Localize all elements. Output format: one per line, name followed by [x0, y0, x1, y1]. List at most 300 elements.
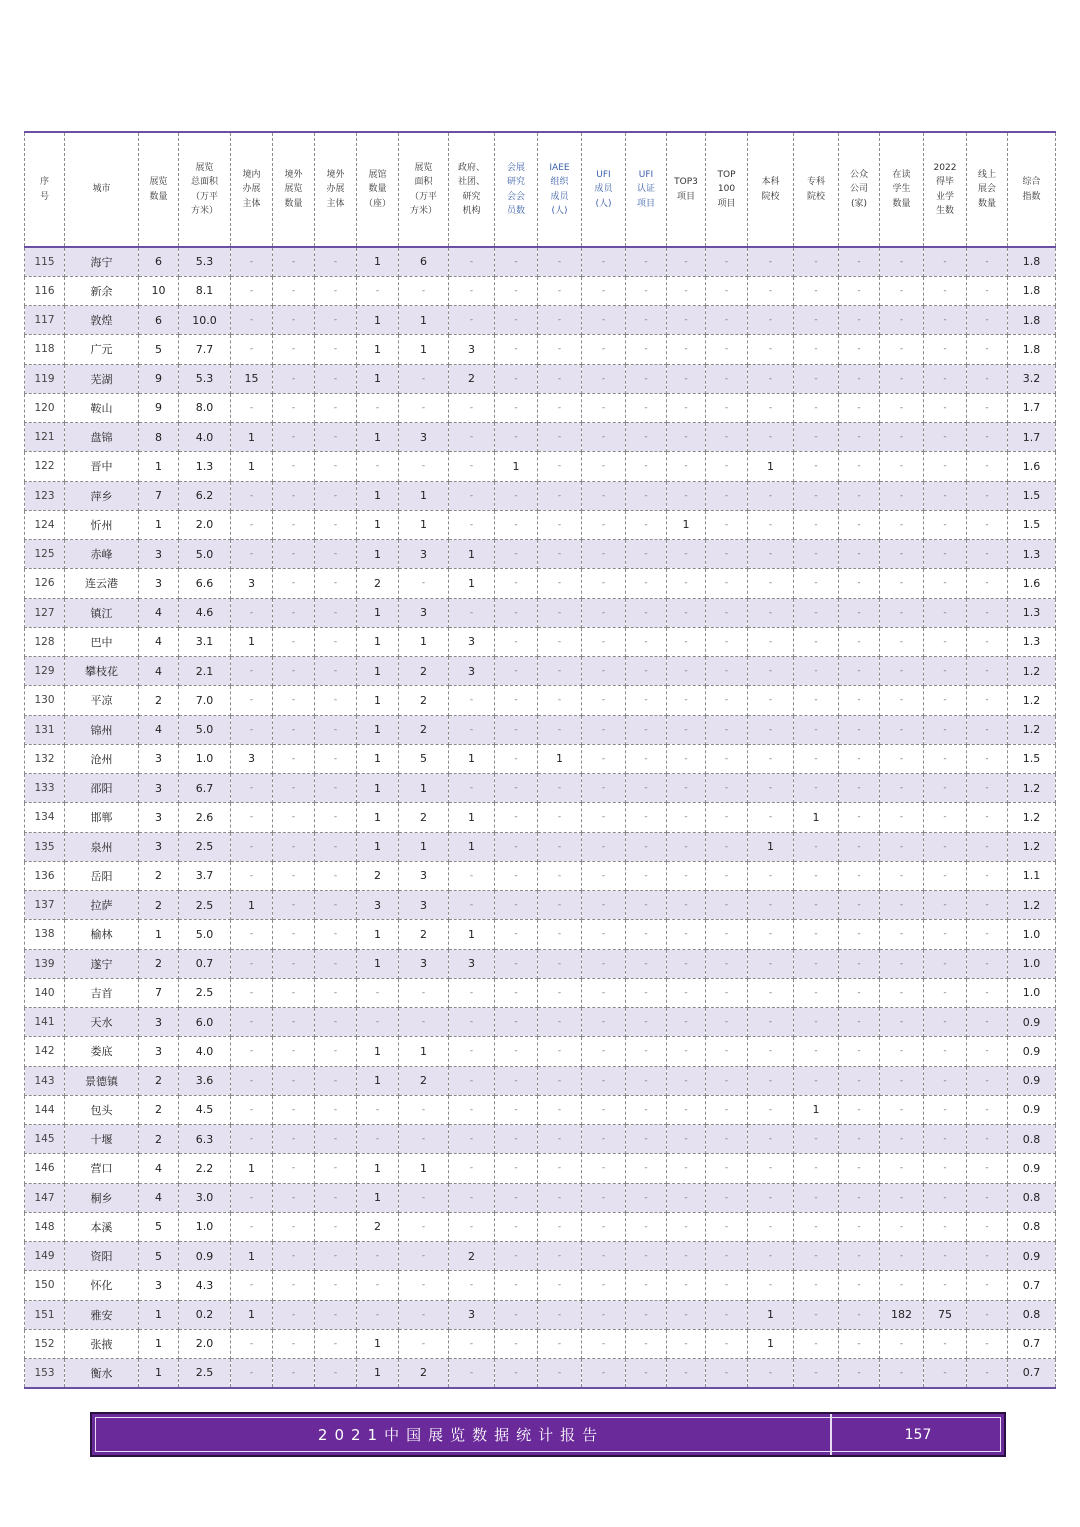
- cell-c20: -: [967, 803, 1008, 832]
- city-name: 拉萨: [65, 891, 139, 920]
- cell-c9: -: [495, 861, 538, 890]
- cell-c19: -: [924, 598, 967, 627]
- cell-c21: 0.9: [1008, 1242, 1056, 1271]
- cell-c4: -: [273, 803, 315, 832]
- table-row: [25, 1212, 1056, 1241]
- cell-c18: -: [880, 423, 924, 452]
- cell-c15: -: [748, 306, 794, 335]
- table-row: [25, 393, 1056, 422]
- table-row: [25, 627, 1056, 656]
- cell-c20: -: [967, 423, 1008, 452]
- cell-c14: -: [706, 393, 748, 422]
- cell-c1: 5: [139, 1242, 179, 1271]
- cell-c19: -: [924, 1271, 967, 1300]
- table-row: [25, 1329, 1056, 1358]
- header-c15: 本科 院校: [748, 132, 794, 247]
- row-number: 125: [25, 540, 65, 569]
- table-row: [25, 1125, 1056, 1154]
- cell-c11: -: [582, 1154, 626, 1183]
- cell-c17: -: [839, 686, 880, 715]
- cell-c4: -: [273, 715, 315, 744]
- cell-c10: -: [538, 686, 582, 715]
- cell-c5: -: [315, 1095, 357, 1124]
- cell-c2: 5.3: [179, 247, 231, 276]
- cell-c19: -: [924, 657, 967, 686]
- cell-c2: 6.3: [179, 1125, 231, 1154]
- cell-c2: 5.3: [179, 364, 231, 393]
- cell-c12: -: [626, 247, 667, 276]
- city-name: 平凉: [65, 686, 139, 715]
- cell-c8: -: [449, 686, 495, 715]
- cell-c21: 1.1: [1008, 861, 1056, 890]
- cell-c8: -: [449, 1125, 495, 1154]
- cell-c10: -: [538, 1212, 582, 1241]
- header-c19: 2022 得毕 业学 生数: [924, 132, 967, 247]
- cell-c20: -: [967, 481, 1008, 510]
- cell-c11: -: [582, 335, 626, 364]
- row-number: 123: [25, 481, 65, 510]
- cell-c9: -: [495, 276, 538, 305]
- cell-c14: -: [706, 774, 748, 803]
- cell-c18: -: [880, 744, 924, 773]
- cell-c18: -: [880, 1329, 924, 1358]
- cell-c21: 1.0: [1008, 978, 1056, 1007]
- cell-c2: 7.0: [179, 686, 231, 715]
- cell-c18: -: [880, 1212, 924, 1241]
- table-row: [25, 510, 1056, 539]
- cell-c5: -: [315, 715, 357, 744]
- cell-c6: 1: [357, 744, 399, 773]
- cell-c4: -: [273, 1154, 315, 1183]
- cell-c9: -: [495, 774, 538, 803]
- cell-c21: 0.7: [1008, 1329, 1056, 1358]
- cell-c21: 1.7: [1008, 393, 1056, 422]
- city-name: 雅安: [65, 1300, 139, 1329]
- cell-c11: -: [582, 832, 626, 861]
- cell-c13: -: [667, 657, 706, 686]
- cell-c1: 6: [139, 247, 179, 276]
- cell-c15: -: [748, 423, 794, 452]
- cell-c6: -: [357, 978, 399, 1007]
- table-row: [25, 1271, 1056, 1300]
- cell-c21: 0.7: [1008, 1271, 1056, 1300]
- cell-c14: -: [706, 569, 748, 598]
- cell-c4: -: [273, 774, 315, 803]
- cell-c14: -: [706, 1329, 748, 1358]
- cell-c17: -: [839, 452, 880, 481]
- header-c21: 综合 指数: [1008, 132, 1056, 247]
- cell-c10: -: [538, 510, 582, 539]
- cell-c13: -: [667, 920, 706, 949]
- cell-c7: -: [399, 1008, 449, 1037]
- cell-c15: -: [748, 1125, 794, 1154]
- cell-c4: -: [273, 949, 315, 978]
- cell-c19: -: [924, 744, 967, 773]
- cell-c4: -: [273, 598, 315, 627]
- header-c5: 境外 办展 主体: [315, 132, 357, 247]
- cell-c3: -: [231, 540, 273, 569]
- cell-c3: 1: [231, 627, 273, 656]
- cell-c20: -: [967, 335, 1008, 364]
- cell-c3: -: [231, 306, 273, 335]
- cell-c10: -: [538, 861, 582, 890]
- cell-c11: -: [582, 1183, 626, 1212]
- cell-c4: -: [273, 627, 315, 656]
- cell-c16: -: [794, 1037, 839, 1066]
- cell-c21: 1.0: [1008, 920, 1056, 949]
- cell-c6: 2: [357, 1212, 399, 1241]
- cell-c7: 3: [399, 949, 449, 978]
- cell-c3: 1: [231, 1242, 273, 1271]
- header-c8: 政府、 社团、 研究 机构: [449, 132, 495, 247]
- cell-c10: -: [538, 1183, 582, 1212]
- table-row: [25, 1359, 1056, 1388]
- cell-c21: 1.7: [1008, 423, 1056, 452]
- cell-c4: -: [273, 306, 315, 335]
- cell-c7: 1: [399, 481, 449, 510]
- cell-c5: -: [315, 657, 357, 686]
- cell-c15: -: [748, 744, 794, 773]
- cell-c3: 1: [231, 1300, 273, 1329]
- cell-c20: -: [967, 393, 1008, 422]
- cell-c4: -: [273, 861, 315, 890]
- cell-c15: -: [748, 1183, 794, 1212]
- cell-c1: 2: [139, 1095, 179, 1124]
- cell-c12: -: [626, 1271, 667, 1300]
- cell-c6: 1: [357, 1329, 399, 1358]
- city-name: 巴中: [65, 627, 139, 656]
- table-row: [25, 1242, 1056, 1271]
- cell-c8: 3: [449, 657, 495, 686]
- cell-c2: 6.0: [179, 1008, 231, 1037]
- header-c1: 展览 数量: [139, 132, 179, 247]
- row-number: 150: [25, 1271, 65, 1300]
- row-number: 134: [25, 803, 65, 832]
- cell-c16: 1: [794, 1095, 839, 1124]
- cell-c21: 1.2: [1008, 715, 1056, 744]
- cell-c10: -: [538, 364, 582, 393]
- cell-c1: 8: [139, 423, 179, 452]
- cell-c19: -: [924, 1183, 967, 1212]
- cell-c15: -: [748, 393, 794, 422]
- cell-c12: -: [626, 1183, 667, 1212]
- city-name: 晋中: [65, 452, 139, 481]
- cell-c6: -: [357, 1242, 399, 1271]
- cell-c2: 3.6: [179, 1066, 231, 1095]
- cell-c10: -: [538, 1095, 582, 1124]
- cell-c16: -: [794, 1125, 839, 1154]
- cell-c9: -: [495, 306, 538, 335]
- cell-c15: -: [748, 569, 794, 598]
- cell-c21: 0.9: [1008, 1066, 1056, 1095]
- cell-c5: -: [315, 861, 357, 890]
- cell-c11: -: [582, 569, 626, 598]
- row-number: 122: [25, 452, 65, 481]
- cell-c7: -: [399, 1329, 449, 1358]
- row-number: 121: [25, 423, 65, 452]
- cell-c11: -: [582, 276, 626, 305]
- cell-c2: 1.0: [179, 1212, 231, 1241]
- cell-c7: -: [399, 1183, 449, 1212]
- row-number: 118: [25, 335, 65, 364]
- cell-c19: -: [924, 1242, 967, 1271]
- city-name: 镇江: [65, 598, 139, 627]
- cell-c13: -: [667, 1359, 706, 1388]
- cell-c11: -: [582, 393, 626, 422]
- cell-c18: -: [880, 1183, 924, 1212]
- table-row: [25, 569, 1056, 598]
- cell-c17: -: [839, 306, 880, 335]
- cell-c18: 182: [880, 1300, 924, 1329]
- cell-c6: 1: [357, 803, 399, 832]
- cell-c2: 2.6: [179, 803, 231, 832]
- cell-c17: -: [839, 1095, 880, 1124]
- row-number: 120: [25, 393, 65, 422]
- cell-c17: -: [839, 949, 880, 978]
- cell-c14: -: [706, 1212, 748, 1241]
- cell-c13: -: [667, 1300, 706, 1329]
- cell-c13: -: [667, 774, 706, 803]
- cell-c8: -: [449, 715, 495, 744]
- row-number: 128: [25, 627, 65, 656]
- cell-c1: 6: [139, 306, 179, 335]
- cell-c1: 7: [139, 481, 179, 510]
- cell-c8: -: [449, 276, 495, 305]
- header-c13: TOP3 项目: [667, 132, 706, 247]
- cell-c13: -: [667, 1095, 706, 1124]
- cell-c10: -: [538, 627, 582, 656]
- cell-c14: -: [706, 715, 748, 744]
- cell-c1: 4: [139, 657, 179, 686]
- cell-c7: 2: [399, 920, 449, 949]
- cell-c19: -: [924, 247, 967, 276]
- cell-c19: -: [924, 393, 967, 422]
- cell-c2: 5.0: [179, 920, 231, 949]
- table-row: [25, 1008, 1056, 1037]
- cell-c3: 1: [231, 891, 273, 920]
- cell-c2: 4.0: [179, 1037, 231, 1066]
- cell-c8: -: [449, 1154, 495, 1183]
- cell-c16: -: [794, 510, 839, 539]
- cell-c18: -: [880, 803, 924, 832]
- cell-c3: -: [231, 686, 273, 715]
- cell-c21: 1.2: [1008, 657, 1056, 686]
- city-name: 榆林: [65, 920, 139, 949]
- cell-c6: 1: [357, 510, 399, 539]
- cell-c8: -: [449, 978, 495, 1007]
- cell-c4: -: [273, 978, 315, 1007]
- cell-c17: -: [839, 803, 880, 832]
- cell-c21: 3.2: [1008, 364, 1056, 393]
- cell-c6: -: [357, 452, 399, 481]
- cell-c12: -: [626, 364, 667, 393]
- cell-c8: 2: [449, 1242, 495, 1271]
- cell-c6: -: [357, 1008, 399, 1037]
- cell-c9: -: [495, 1359, 538, 1388]
- cell-c11: -: [582, 744, 626, 773]
- cell-c13: -: [667, 481, 706, 510]
- cell-c10: -: [538, 949, 582, 978]
- cell-c3: -: [231, 978, 273, 1007]
- cell-c2: 5.0: [179, 715, 231, 744]
- cell-c16: -: [794, 832, 839, 861]
- cell-c12: -: [626, 891, 667, 920]
- cell-c11: -: [582, 306, 626, 335]
- cell-c12: -: [626, 715, 667, 744]
- cell-c2: 4.0: [179, 423, 231, 452]
- cell-c14: -: [706, 832, 748, 861]
- cell-c18: -: [880, 1008, 924, 1037]
- cell-c13: -: [667, 803, 706, 832]
- cell-c2: 0.9: [179, 1242, 231, 1271]
- cell-c3: -: [231, 1066, 273, 1095]
- cell-c6: 1: [357, 686, 399, 715]
- cell-c21: 0.7: [1008, 1359, 1056, 1388]
- cell-c14: -: [706, 744, 748, 773]
- header-c16: 专科 院校: [794, 132, 839, 247]
- cell-c10: -: [538, 481, 582, 510]
- cell-c2: 8.1: [179, 276, 231, 305]
- cell-c2: 2.5: [179, 978, 231, 1007]
- cell-c18: -: [880, 598, 924, 627]
- cell-c10: -: [538, 393, 582, 422]
- cell-c17: -: [839, 891, 880, 920]
- cell-c10: -: [538, 1154, 582, 1183]
- cell-c17: -: [839, 569, 880, 598]
- cell-c18: -: [880, 686, 924, 715]
- cell-c12: -: [626, 1154, 667, 1183]
- cell-c1: 2: [139, 949, 179, 978]
- cell-c1: 2: [139, 891, 179, 920]
- cell-c5: -: [315, 1212, 357, 1241]
- cell-c13: -: [667, 949, 706, 978]
- cell-c12: -: [626, 861, 667, 890]
- cell-c16: -: [794, 335, 839, 364]
- cell-c15: -: [748, 920, 794, 949]
- cell-c20: -: [967, 569, 1008, 598]
- cell-c18: -: [880, 832, 924, 861]
- cell-c21: 1.5: [1008, 510, 1056, 539]
- cell-c21: 1.8: [1008, 276, 1056, 305]
- cell-c17: -: [839, 832, 880, 861]
- header-c7: 展览 面积 （万平 方米）: [399, 132, 449, 247]
- cell-c13: -: [667, 1271, 706, 1300]
- cell-c7: 1: [399, 832, 449, 861]
- cell-c18: -: [880, 774, 924, 803]
- cell-c1: 2: [139, 1066, 179, 1095]
- row-number: 116: [25, 276, 65, 305]
- cell-c5: -: [315, 335, 357, 364]
- cell-c7: 3: [399, 540, 449, 569]
- city-name: 邵阳: [65, 774, 139, 803]
- cell-c18: -: [880, 481, 924, 510]
- cell-c4: -: [273, 686, 315, 715]
- cell-c13: -: [667, 1212, 706, 1241]
- cell-c11: -: [582, 978, 626, 1007]
- cell-c11: -: [582, 803, 626, 832]
- cell-c15: -: [748, 657, 794, 686]
- cell-c4: -: [273, 569, 315, 598]
- cell-c3: -: [231, 803, 273, 832]
- cell-c19: -: [924, 452, 967, 481]
- cell-c17: -: [839, 423, 880, 452]
- city-name: 盘锦: [65, 423, 139, 452]
- cell-c21: 0.8: [1008, 1300, 1056, 1329]
- cell-c17: -: [839, 393, 880, 422]
- cell-c13: -: [667, 306, 706, 335]
- table-row: [25, 364, 1056, 393]
- cell-c18: -: [880, 364, 924, 393]
- cell-c21: 1.5: [1008, 744, 1056, 773]
- cell-c12: -: [626, 1359, 667, 1388]
- cell-c13: -: [667, 423, 706, 452]
- cell-c18: -: [880, 920, 924, 949]
- cell-c20: -: [967, 1183, 1008, 1212]
- cell-c2: 4.6: [179, 598, 231, 627]
- cell-c7: -: [399, 569, 449, 598]
- cell-c16: -: [794, 1183, 839, 1212]
- cell-c15: -: [748, 1359, 794, 1388]
- cell-c21: 1.2: [1008, 832, 1056, 861]
- cell-c17: -: [839, 540, 880, 569]
- cell-c13: -: [667, 364, 706, 393]
- row-number: 151: [25, 1300, 65, 1329]
- cell-c13: 1: [667, 510, 706, 539]
- row-number: 147: [25, 1183, 65, 1212]
- cell-c7: 3: [399, 423, 449, 452]
- cell-c8: -: [449, 510, 495, 539]
- cell-c19: -: [924, 1154, 967, 1183]
- cell-c15: -: [748, 1066, 794, 1095]
- cell-c3: -: [231, 1329, 273, 1358]
- cell-c8: 3: [449, 949, 495, 978]
- cell-c19: 75: [924, 1300, 967, 1329]
- cell-c10: -: [538, 657, 582, 686]
- cell-c9: -: [495, 1271, 538, 1300]
- cell-c3: -: [231, 774, 273, 803]
- cell-c13: -: [667, 540, 706, 569]
- cell-c5: -: [315, 803, 357, 832]
- cell-c12: -: [626, 393, 667, 422]
- cell-c9: -: [495, 364, 538, 393]
- cell-c3: -: [231, 1271, 273, 1300]
- cell-c8: -: [449, 1095, 495, 1124]
- city-name: 敦煌: [65, 306, 139, 335]
- cell-c4: -: [273, 1125, 315, 1154]
- cell-c5: -: [315, 276, 357, 305]
- page-number: 157: [904, 1426, 932, 1443]
- cell-c8: 1: [449, 803, 495, 832]
- table-row: [25, 832, 1056, 861]
- cell-c7: 2: [399, 715, 449, 744]
- cell-c14: -: [706, 1183, 748, 1212]
- cell-c9: -: [495, 744, 538, 773]
- cell-c5: -: [315, 1008, 357, 1037]
- cell-c2: 3.7: [179, 861, 231, 890]
- cell-c21: 1.2: [1008, 803, 1056, 832]
- cell-c12: -: [626, 481, 667, 510]
- cell-c15: -: [748, 686, 794, 715]
- cell-c5: -: [315, 1125, 357, 1154]
- cell-c16: -: [794, 627, 839, 656]
- cell-c9: -: [495, 1066, 538, 1095]
- cell-c18: -: [880, 452, 924, 481]
- cell-c4: -: [273, 744, 315, 773]
- cell-c20: -: [967, 276, 1008, 305]
- cell-c14: -: [706, 276, 748, 305]
- header-c6: 展馆 数量 （座）: [357, 132, 399, 247]
- cell-c6: 1: [357, 774, 399, 803]
